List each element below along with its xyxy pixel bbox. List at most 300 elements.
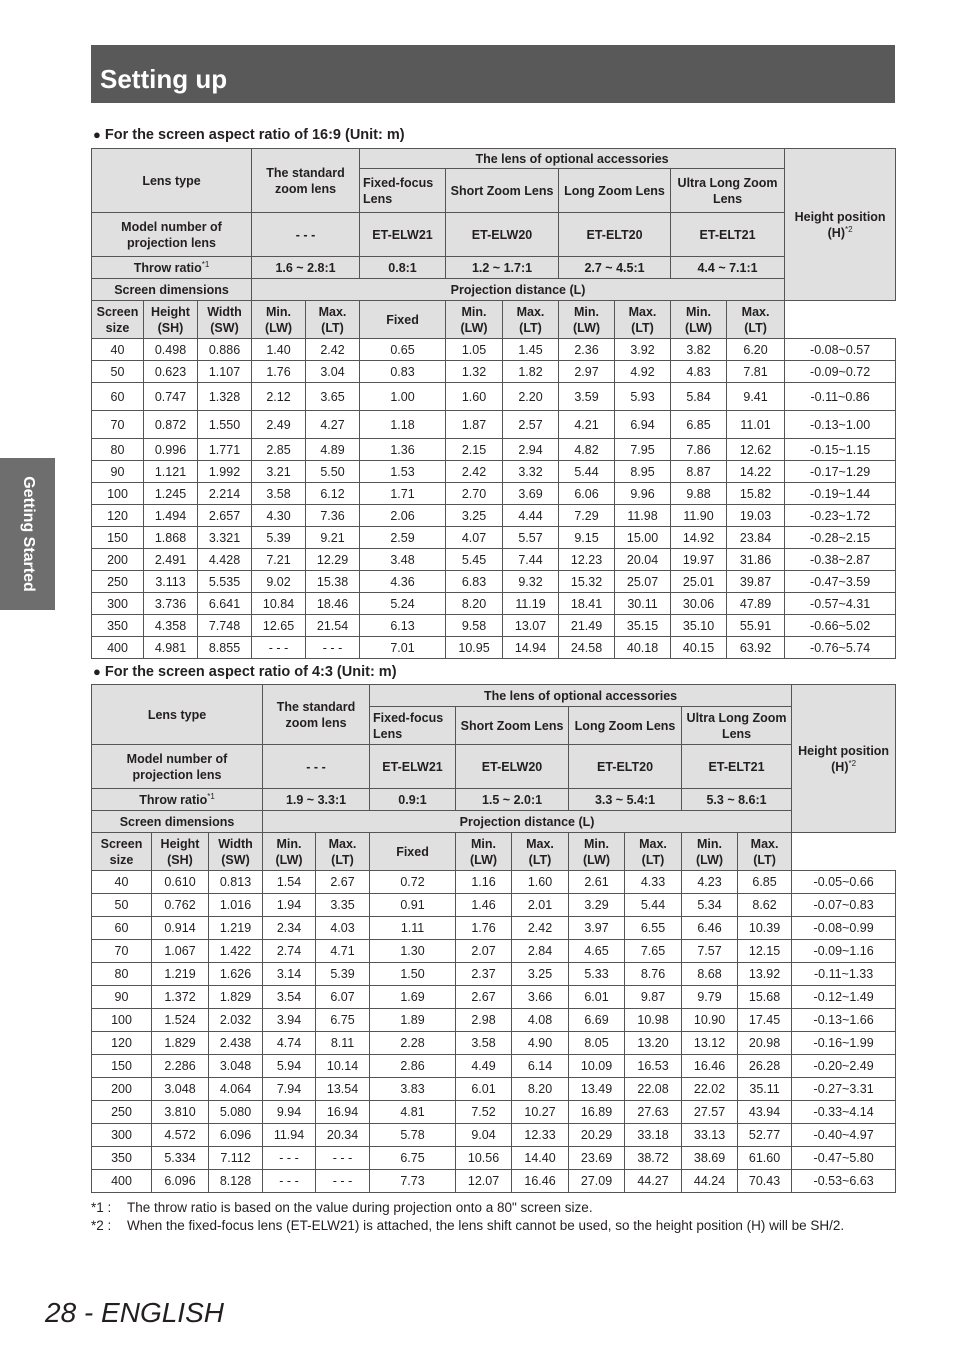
col-max: Max. (LT) bbox=[625, 833, 682, 871]
table-row bbox=[92, 549, 896, 571]
footnote-ref: *1 bbox=[207, 791, 215, 801]
table-row bbox=[92, 1101, 896, 1124]
throw-ratio-value: 0.8:1 bbox=[360, 257, 446, 279]
table-cell: 120 bbox=[92, 1032, 152, 1055]
table-cell: 120 bbox=[92, 505, 144, 527]
col-min: Min. (LW) bbox=[263, 833, 316, 871]
footnotes bbox=[91, 1199, 844, 1235]
throw-ratio-value: 1.5 ~ 2.0:1 bbox=[456, 789, 569, 811]
table-cell: 1.11 bbox=[370, 917, 456, 940]
table-cell: 3.94 bbox=[263, 1009, 316, 1032]
optional-lens-header: The lens of optional accessories bbox=[360, 149, 785, 169]
table-cell: 24.58 bbox=[559, 637, 615, 659]
ultra-long-zoom-header: Ultra Long Zoom Lens bbox=[671, 169, 785, 213]
table-row bbox=[92, 1078, 896, 1101]
col-width: Width (SW) bbox=[198, 301, 252, 339]
footnote-text: The throw ratio is based on the value during projection onto a 80" screen size. bbox=[127, 1200, 593, 1215]
model-ultra: ET-ELT21 bbox=[671, 213, 785, 257]
table-cell: 250 bbox=[92, 1101, 152, 1124]
table-cell: 18.41 bbox=[559, 593, 615, 615]
table-cell: 38.69 bbox=[682, 1147, 738, 1170]
table-cell: 6.20 bbox=[727, 339, 785, 361]
table-cell: 0.813 bbox=[209, 871, 263, 894]
table-cell: -0.19~1.44 bbox=[785, 483, 896, 505]
table-row bbox=[92, 593, 896, 615]
table-cell: 4.30 bbox=[252, 505, 306, 527]
table-cell: 60 bbox=[92, 383, 144, 411]
table-cell: 0.914 bbox=[152, 917, 209, 940]
table-cell: 7.86 bbox=[671, 439, 727, 461]
table-cell: 12.15 bbox=[738, 940, 792, 963]
table-cell: -0.12~1.49 bbox=[792, 986, 896, 1009]
table-cell: 1.829 bbox=[152, 1032, 209, 1055]
col-fixed: Fixed bbox=[370, 833, 456, 871]
side-tab-label: Getting Started bbox=[19, 476, 37, 592]
model-number-header: Model number of projection lens bbox=[92, 745, 263, 789]
table-cell: 4.064 bbox=[209, 1078, 263, 1101]
table-cell: 21.54 bbox=[306, 615, 360, 637]
table-cell: 4.90 bbox=[512, 1032, 569, 1055]
table-cell: 350 bbox=[92, 1147, 152, 1170]
table-cell: 10.56 bbox=[456, 1147, 512, 1170]
table-cell: 40 bbox=[92, 871, 152, 894]
table-cell: 3.25 bbox=[512, 963, 569, 986]
table-cell: 33.13 bbox=[682, 1124, 738, 1147]
table-cell: 1.550 bbox=[198, 411, 252, 439]
table-cell: 2.214 bbox=[198, 483, 252, 505]
table-cell: 19.03 bbox=[727, 505, 785, 527]
table-cell: 1.82 bbox=[503, 361, 559, 383]
table-cell: -0.47~3.59 bbox=[785, 571, 896, 593]
table-cell: 3.54 bbox=[263, 986, 316, 1009]
table-cell: 1.45 bbox=[503, 339, 559, 361]
table-cell: 26.28 bbox=[738, 1055, 792, 1078]
table-cell: 1.107 bbox=[198, 361, 252, 383]
table-cell: 1.992 bbox=[198, 461, 252, 483]
table-cell: 1.771 bbox=[198, 439, 252, 461]
table-cell: 25.01 bbox=[671, 571, 727, 593]
table-row bbox=[92, 383, 896, 411]
col-min: Min. (LW) bbox=[671, 301, 727, 339]
table-cell: 1.868 bbox=[144, 527, 198, 549]
footer-separator: - bbox=[76, 1297, 102, 1328]
table-cell: 3.58 bbox=[456, 1032, 512, 1055]
table-cell: 9.32 bbox=[503, 571, 559, 593]
table-cell: 12.33 bbox=[512, 1124, 569, 1147]
col-max: Max. (LT) bbox=[503, 301, 559, 339]
fixed-focus-header: Fixed-focus Lens bbox=[370, 707, 456, 745]
table-cell: 0.83 bbox=[360, 361, 446, 383]
table-cell: 3.92 bbox=[615, 339, 671, 361]
table-cell: 0.762 bbox=[152, 894, 209, 917]
table-cell: 5.535 bbox=[198, 571, 252, 593]
table-cell: 1.16 bbox=[456, 871, 512, 894]
table-cell: -0.13~1.00 bbox=[785, 411, 896, 439]
side-tab bbox=[0, 458, 55, 610]
table-cell: 13.20 bbox=[625, 1032, 682, 1055]
ultra-long-zoom-header: Ultra Long Zoom Lens bbox=[682, 707, 792, 745]
table-cell: 7.112 bbox=[209, 1147, 263, 1170]
table-cell: 3.32 bbox=[503, 461, 559, 483]
table-row bbox=[92, 986, 896, 1009]
table-cell: 6.06 bbox=[559, 483, 615, 505]
projection-table-16-9 bbox=[91, 148, 896, 659]
col-min: Min. (LW) bbox=[252, 301, 306, 339]
table-cell: 38.72 bbox=[625, 1147, 682, 1170]
table-cell: 3.321 bbox=[198, 527, 252, 549]
table-cell: 2.06 bbox=[360, 505, 446, 527]
section-heading-text: For the screen aspect ratio of 16:9 (Unit: m) bbox=[104, 127, 405, 143]
table-cell: 6.07 bbox=[316, 986, 370, 1009]
table-cell: 60 bbox=[92, 917, 152, 940]
table-cell: 5.334 bbox=[152, 1147, 209, 1170]
table-cell: 9.21 bbox=[306, 527, 360, 549]
table-cell: 2.98 bbox=[456, 1009, 512, 1032]
table-cell: 3.21 bbox=[252, 461, 306, 483]
table-cell: 1.69 bbox=[370, 986, 456, 1009]
table-row bbox=[92, 439, 896, 461]
table-row bbox=[92, 1009, 896, 1032]
table-row bbox=[92, 940, 896, 963]
table-cell: 70 bbox=[92, 940, 152, 963]
height-position-header-text: Height position (H) bbox=[794, 209, 886, 240]
table-cell: 40.15 bbox=[671, 637, 727, 659]
table-cell: 3.83 bbox=[370, 1078, 456, 1101]
dimension-row bbox=[92, 279, 896, 301]
table-cell: -0.53~6.63 bbox=[792, 1170, 896, 1193]
table-cell: 0.886 bbox=[198, 339, 252, 361]
table-cell: - - - bbox=[306, 637, 360, 659]
table-cell: 20.04 bbox=[615, 549, 671, 571]
table-row bbox=[92, 339, 896, 361]
table-cell: 5.33 bbox=[569, 963, 625, 986]
table-cell: 14.40 bbox=[512, 1147, 569, 1170]
table-cell: 1.422 bbox=[209, 940, 263, 963]
table-cell: 5.44 bbox=[625, 894, 682, 917]
table-cell: 17.45 bbox=[738, 1009, 792, 1032]
col-screen-size: Screen size bbox=[92, 301, 144, 339]
column-header-row bbox=[92, 301, 896, 339]
standard-zoom-header: The standard zoom lens bbox=[263, 685, 370, 745]
throw-ratio-value: 1.2 ~ 1.7:1 bbox=[446, 257, 559, 279]
table-cell: 8.62 bbox=[738, 894, 792, 917]
section-heading-4-3 bbox=[93, 663, 397, 681]
col-max: Max. (LT) bbox=[306, 301, 360, 339]
col-max: Max. (LT) bbox=[738, 833, 792, 871]
table-cell: 80 bbox=[92, 963, 152, 986]
table-cell: 11.19 bbox=[503, 593, 559, 615]
table-cell: 20.98 bbox=[738, 1032, 792, 1055]
table-cell: 1.121 bbox=[144, 461, 198, 483]
table-row bbox=[92, 361, 896, 383]
footnote-ref: *2 bbox=[844, 224, 853, 234]
footnote-text: When the fixed-focus lens (ET-ELW21) is attached, the lens shift cannot be used, so the height position (H) will be SH/2. bbox=[127, 1218, 845, 1233]
table-cell: 9.79 bbox=[682, 986, 738, 1009]
table-cell: 1.626 bbox=[209, 963, 263, 986]
throw-ratio-header bbox=[92, 257, 252, 279]
table-cell: 3.113 bbox=[144, 571, 198, 593]
table-cell: 1.494 bbox=[144, 505, 198, 527]
table-cell: 8.855 bbox=[198, 637, 252, 659]
table-cell: 2.34 bbox=[263, 917, 316, 940]
table-cell: 7.21 bbox=[252, 549, 306, 571]
table-cell: 50 bbox=[92, 361, 144, 383]
projection-distance-header: Projection distance (L) bbox=[263, 811, 792, 833]
table-cell: 1.245 bbox=[144, 483, 198, 505]
table-cell: 5.57 bbox=[503, 527, 559, 549]
table-cell: -0.66~5.02 bbox=[785, 615, 896, 637]
table-cell: 8.20 bbox=[446, 593, 503, 615]
table-cell: 1.76 bbox=[456, 917, 512, 940]
col-max: Max. (LT) bbox=[615, 301, 671, 339]
table-cell: 1.18 bbox=[360, 411, 446, 439]
table-cell: 63.92 bbox=[727, 637, 785, 659]
table-cell: -0.13~1.66 bbox=[792, 1009, 896, 1032]
footnote-ref: *1 bbox=[201, 259, 210, 269]
table-cell: 70 bbox=[92, 411, 144, 439]
table-cell: 4.21 bbox=[559, 411, 615, 439]
table-cell: 6.096 bbox=[209, 1124, 263, 1147]
long-zoom-header: Long Zoom Lens bbox=[559, 169, 671, 213]
table-cell: 1.53 bbox=[360, 461, 446, 483]
table-cell: 2.67 bbox=[316, 871, 370, 894]
table-cell: 0.610 bbox=[152, 871, 209, 894]
table-cell: 2.94 bbox=[503, 439, 559, 461]
table-cell: 6.01 bbox=[456, 1078, 512, 1101]
page-title: Setting up bbox=[100, 64, 228, 94]
table-cell: 1.30 bbox=[370, 940, 456, 963]
table-cell: 1.00 bbox=[360, 383, 446, 411]
table-cell: 11.90 bbox=[671, 505, 727, 527]
table-row bbox=[92, 505, 896, 527]
table-cell: 23.84 bbox=[727, 527, 785, 549]
table-cell: 3.48 bbox=[360, 549, 446, 571]
throw-ratio-value: 1.6 ~ 2.8:1 bbox=[252, 257, 360, 279]
table-cell: 5.34 bbox=[682, 894, 738, 917]
model-standard: - - - bbox=[263, 745, 370, 789]
table-cell: 7.95 bbox=[615, 439, 671, 461]
table-cell: 8.20 bbox=[512, 1078, 569, 1101]
col-min: Min. (LW) bbox=[456, 833, 512, 871]
table-cell: 6.83 bbox=[446, 571, 503, 593]
table-cell: 9.02 bbox=[252, 571, 306, 593]
table-cell: 10.27 bbox=[512, 1101, 569, 1124]
screen-dimensions-header: Screen dimensions bbox=[92, 811, 263, 833]
throw-ratio-header-text: Throw ratio bbox=[133, 260, 202, 275]
bullet-icon: ● bbox=[93, 127, 101, 142]
table-cell: 7.36 bbox=[306, 505, 360, 527]
footnote-ref: *2 bbox=[848, 758, 857, 768]
table-cell: 9.88 bbox=[671, 483, 727, 505]
table-cell: 15.38 bbox=[306, 571, 360, 593]
table-cell: 25.07 bbox=[615, 571, 671, 593]
table-cell: 6.85 bbox=[738, 871, 792, 894]
table-row bbox=[92, 1147, 896, 1170]
table-cell: 4.89 bbox=[306, 439, 360, 461]
bullet-icon: ● bbox=[93, 664, 101, 679]
table-cell: -0.20~2.49 bbox=[792, 1055, 896, 1078]
table-cell: 15.82 bbox=[727, 483, 785, 505]
table-cell: 7.73 bbox=[370, 1170, 456, 1193]
table-cell: 23.69 bbox=[569, 1147, 625, 1170]
table-cell: 8.05 bbox=[569, 1032, 625, 1055]
table-cell: 3.58 bbox=[252, 483, 306, 505]
table-cell: -0.40~4.97 bbox=[792, 1124, 896, 1147]
page-number: 28 bbox=[45, 1297, 77, 1328]
table-cell: 13.12 bbox=[682, 1032, 738, 1055]
table-row bbox=[92, 571, 896, 593]
table-cell: 3.97 bbox=[569, 917, 625, 940]
table-cell: 8.68 bbox=[682, 963, 738, 986]
height-position-header bbox=[792, 685, 896, 833]
table-cell: 13.54 bbox=[316, 1078, 370, 1101]
footnote bbox=[91, 1199, 844, 1217]
projection-table-4-3 bbox=[91, 684, 896, 1193]
table-cell: 2.286 bbox=[152, 1055, 209, 1078]
table-cell: 10.09 bbox=[569, 1055, 625, 1078]
table-cell: 80 bbox=[92, 439, 144, 461]
table-cell: 40 bbox=[92, 339, 144, 361]
table-cell: 50 bbox=[92, 894, 152, 917]
table-cell: 4.92 bbox=[615, 361, 671, 383]
table-cell: 35.11 bbox=[738, 1078, 792, 1101]
table-cell: 90 bbox=[92, 461, 144, 483]
table-cell: 5.45 bbox=[446, 549, 503, 571]
table-cell: 2.70 bbox=[446, 483, 503, 505]
table-cell: 250 bbox=[92, 571, 144, 593]
table-cell: 5.080 bbox=[209, 1101, 263, 1124]
table-cell: 3.59 bbox=[559, 383, 615, 411]
table-cell: 6.01 bbox=[569, 986, 625, 1009]
table-cell: 20.34 bbox=[316, 1124, 370, 1147]
table-cell: 16.89 bbox=[569, 1101, 625, 1124]
model-long: ET-ELT20 bbox=[569, 745, 682, 789]
table-cell: 2.42 bbox=[512, 917, 569, 940]
header-bar bbox=[91, 45, 895, 103]
table-cell: 11.94 bbox=[263, 1124, 316, 1147]
table-cell: 4.358 bbox=[144, 615, 198, 637]
table-row bbox=[92, 894, 896, 917]
table-cell: 0.747 bbox=[144, 383, 198, 411]
table-cell: 4.36 bbox=[360, 571, 446, 593]
table-cell: 2.49 bbox=[252, 411, 306, 439]
table-row bbox=[92, 917, 896, 940]
table-cell: 6.13 bbox=[360, 615, 446, 637]
table-cell: 4.49 bbox=[456, 1055, 512, 1078]
table-cell: 14.94 bbox=[503, 637, 559, 659]
table-cell: 10.98 bbox=[625, 1009, 682, 1032]
model-number-header: Model number of projection lens bbox=[92, 213, 252, 257]
table-cell: 2.07 bbox=[456, 940, 512, 963]
table-cell: 9.04 bbox=[456, 1124, 512, 1147]
table-cell: 7.57 bbox=[682, 940, 738, 963]
table-cell: 6.12 bbox=[306, 483, 360, 505]
table-cell: 100 bbox=[92, 1009, 152, 1032]
model-row bbox=[92, 745, 896, 789]
table-cell: 2.42 bbox=[446, 461, 503, 483]
throw-ratio-row bbox=[92, 789, 896, 811]
table-cell: 8.11 bbox=[316, 1032, 370, 1055]
col-height: Height (SH) bbox=[152, 833, 209, 871]
table-row bbox=[92, 615, 896, 637]
table-cell: 1.87 bbox=[446, 411, 503, 439]
table-cell: 3.35 bbox=[316, 894, 370, 917]
lens-type-header: Lens type bbox=[92, 149, 252, 213]
table-cell: 21.49 bbox=[559, 615, 615, 637]
table-cell: 2.57 bbox=[503, 411, 559, 439]
table-cell: 4.71 bbox=[316, 940, 370, 963]
model-short: ET-ELW20 bbox=[446, 213, 559, 257]
screen-dimensions-header: Screen dimensions bbox=[92, 279, 252, 301]
table-cell: 4.74 bbox=[263, 1032, 316, 1055]
table-cell: 10.95 bbox=[446, 637, 503, 659]
table-cell: 1.71 bbox=[360, 483, 446, 505]
table-cell: 4.33 bbox=[625, 871, 682, 894]
table-row bbox=[92, 527, 896, 549]
table-cell: 52.77 bbox=[738, 1124, 792, 1147]
table-cell: 12.62 bbox=[727, 439, 785, 461]
table-cell: 2.86 bbox=[370, 1055, 456, 1078]
table-cell: 55.91 bbox=[727, 615, 785, 637]
table-cell: -0.16~1.99 bbox=[792, 1032, 896, 1055]
table-cell: 8.128 bbox=[209, 1170, 263, 1193]
throw-ratio-value: 3.3 ~ 5.4:1 bbox=[569, 789, 682, 811]
table-cell: 2.42 bbox=[306, 339, 360, 361]
table-cell: 90 bbox=[92, 986, 152, 1009]
table-cell: 1.067 bbox=[152, 940, 209, 963]
page-footer bbox=[45, 1297, 224, 1329]
table-cell: 200 bbox=[92, 1078, 152, 1101]
table-row bbox=[92, 1032, 896, 1055]
table-cell: 10.14 bbox=[316, 1055, 370, 1078]
table-cell: 22.08 bbox=[625, 1078, 682, 1101]
table-cell: 3.65 bbox=[306, 383, 360, 411]
table-cell: 7.44 bbox=[503, 549, 559, 571]
table-cell: 0.91 bbox=[370, 894, 456, 917]
table-cell: 4.82 bbox=[559, 439, 615, 461]
col-width: Width (SW) bbox=[209, 833, 263, 871]
table-cell: 2.15 bbox=[446, 439, 503, 461]
table-cell: 30.11 bbox=[615, 593, 671, 615]
table-cell: 8.95 bbox=[615, 461, 671, 483]
table-cell: - - - bbox=[263, 1170, 316, 1193]
model-fixed: ET-ELW21 bbox=[360, 213, 446, 257]
header-row bbox=[92, 149, 896, 169]
table-cell: 5.39 bbox=[316, 963, 370, 986]
table-cell: 1.46 bbox=[456, 894, 512, 917]
table-cell: 44.24 bbox=[682, 1170, 738, 1193]
table-cell: 1.219 bbox=[209, 917, 263, 940]
footer-language: ENGLISH bbox=[101, 1297, 224, 1328]
table-cell: 1.36 bbox=[360, 439, 446, 461]
table-cell: 2.61 bbox=[569, 871, 625, 894]
table-cell: -0.47~5.80 bbox=[792, 1147, 896, 1170]
table-cell: 0.872 bbox=[144, 411, 198, 439]
table-cell: 33.18 bbox=[625, 1124, 682, 1147]
table-cell: 2.59 bbox=[360, 527, 446, 549]
table-cell: 9.87 bbox=[625, 986, 682, 1009]
table-cell: 1.05 bbox=[446, 339, 503, 361]
table-cell: 10.90 bbox=[682, 1009, 738, 1032]
table-cell: 2.491 bbox=[144, 549, 198, 571]
table-cell: 1.219 bbox=[152, 963, 209, 986]
throw-ratio-value: 4.4 ~ 7.1:1 bbox=[671, 257, 785, 279]
table-cell: 22.02 bbox=[682, 1078, 738, 1101]
table-cell: 150 bbox=[92, 1055, 152, 1078]
table-cell: 7.81 bbox=[727, 361, 785, 383]
table-cell: 15.32 bbox=[559, 571, 615, 593]
table-cell: 4.44 bbox=[503, 505, 559, 527]
